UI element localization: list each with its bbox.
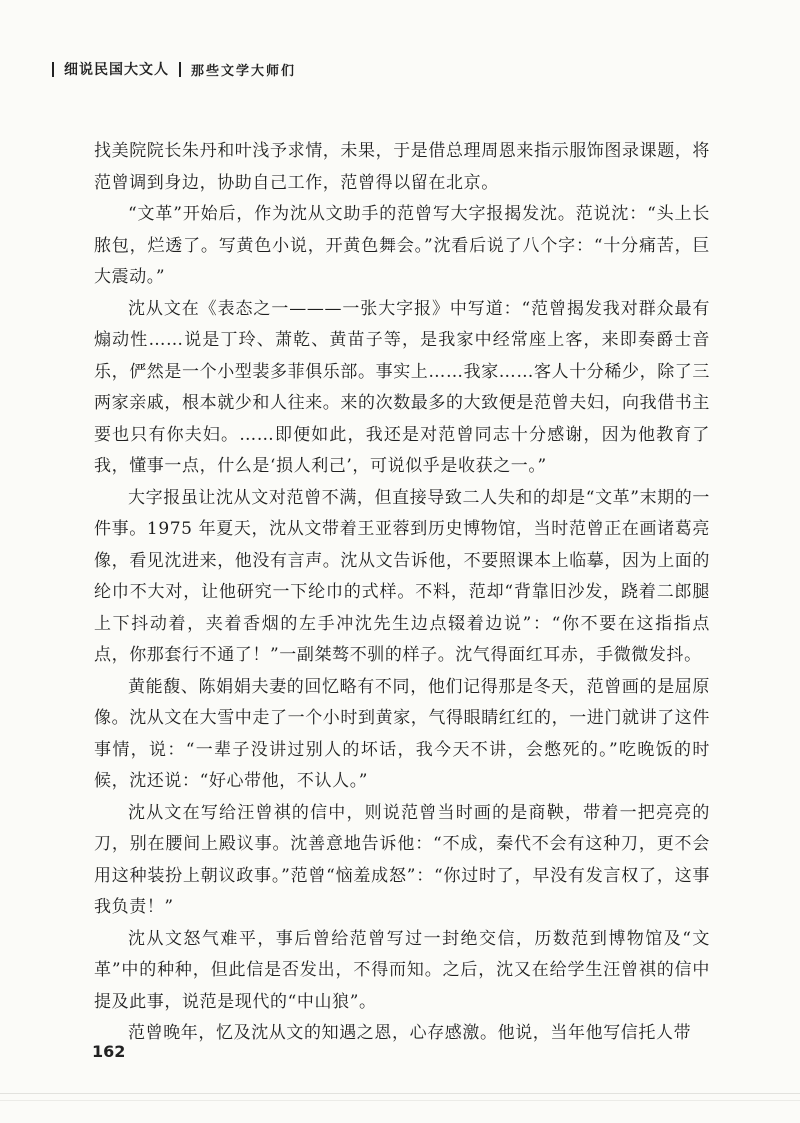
- paragraph: 黄能馥、陈娟娟夫妻的回忆略有不同，他们记得那是冬天，范曾画的是屈原像。沈从文在大雪中走了一个小时到黄家，气得眼睛红红的，一进门就讲了这件事情，说：“一辈子没讲过别人的坏话，我今天不讲，会憋死的。”吃晚饭的时候，沈还说：“好心带他，不认人。”: [94, 676, 710, 791]
- paragraph: 范曾晚年，忆及沈从文的知遇之恩，心存感激。他说，当年他写信托人带: [128, 1023, 692, 1043]
- book-title: 细说民国大文人: [64, 62, 169, 78]
- paragraph: 沈从文在《表态之一———一张大字报》中写道：“范曾揭发我对群众最有煽动性……说是丁玲、萧乾、黄苗子等，是我家中经常座上客，来即奏爵士音乐，俨然是一个小型裴多菲俱乐部。事实上……我家……客人十分稀少，除了三两家亲戚，根本就少和人往来。来的次数最多的大致便是范曾夫妇，向我借书主要也只有你夫妇。……即便如此，我还是对范曾同志十分感谢，因为他教育了我，懂事一点，什么是‘损人利己’，可说似乎是收获之一。”: [94, 298, 710, 476]
- scan-edge: [0, 1093, 800, 1101]
- header-divider: [179, 62, 181, 77]
- paragraph: 沈从文在写给汪曾祺的信中，则说范曾当时画的是商鞅，带着一把亮亮的刀，别在腰间上殿议事。沈善意地告诉他：“不成，秦代不会有这种刀，更不会用这种装扮上朝议政事。”范曾“恼羞成怒”：“你过时了，早没有发言权了，这事我负责！”: [94, 802, 710, 917]
- paragraph: 沈从文怒气难平，事后曾给范曾写过一封绝交信，历数范到博物馆及“文革”中的种种，但此信是否发出，不得而知。之后，沈又在给学生汪曾祺的信中提及此事，说范是现代的“中山狼”。: [94, 928, 710, 1012]
- section-title: 那些文学大师们: [191, 63, 297, 79]
- paragraph: “文革”开始后，作为沈从文助手的范曾写大字报揭发沈。范说沈：“头上长脓包，烂透了。写黄色小说，开黄色舞会。”沈看后说了八个字：“十分痛苦，巨大震动。”: [94, 204, 710, 287]
- header-divider: [52, 62, 54, 77]
- paragraph: 大字报虽让沈从文对范曾不满，但直接导致二人失和的却是“文革”末期的一件事。1975 年夏天，沈从文带着王亚蓉到历史博物馆，当时范曾正在画诸葛亮像，看见沈进来，他没有言声。沈从文告诉他，不要照课本上临摹，因为上面的纶巾不大对，让他研究一下纶巾的式样。不料，范却“背靠旧沙发，跷着二郎腿上下抖动着，夹着香烟的左手冲沈先生边点辍着边说”：“你不要在这指指点点，你那套行不通了！”一副桀骜不驯的样子。沈气得面红耳赤，手微微发抖。: [94, 487, 710, 665]
- body-text: [94, 136, 710, 1050]
- running-header: [52, 56, 296, 82]
- paragraph: 找美院院长朱丹和叶浅予求情，未果，于是借总理周恩来指示服饰图录课题，将范曾调到身边，协助自己工作，范曾得以留在北京。: [94, 141, 710, 193]
- page-number: 162: [92, 1042, 126, 1061]
